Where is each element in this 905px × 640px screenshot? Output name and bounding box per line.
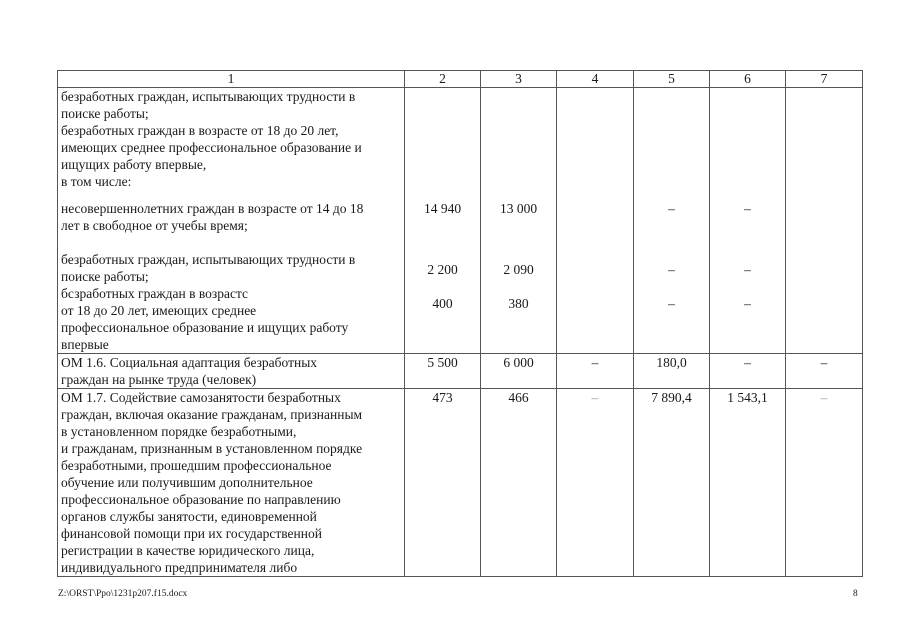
column-header: 7 bbox=[786, 71, 863, 88]
value-cell bbox=[557, 88, 634, 354]
column-header: 3 bbox=[481, 71, 557, 88]
cell-text-line: безработными, прошедшим профессиональное bbox=[61, 458, 332, 473]
value-cell bbox=[634, 88, 710, 354]
cell-value: 380 bbox=[508, 296, 529, 311]
value-cell: 5 500 bbox=[405, 354, 481, 389]
value-cell bbox=[786, 88, 863, 354]
column-header: 6 bbox=[710, 71, 786, 88]
table-row bbox=[58, 389, 863, 577]
cell-text-line: имеющих среднее профессиональное образование и bbox=[61, 140, 362, 155]
cell-value: 2 090 bbox=[503, 262, 534, 277]
value-cell: 473 bbox=[405, 389, 481, 577]
value-cell: 180,0 bbox=[634, 354, 710, 389]
value-cell: – bbox=[786, 354, 863, 389]
value-cell: 466 bbox=[481, 389, 557, 577]
cell-text-line: лет в свободное от учебы время; bbox=[61, 218, 248, 233]
cell-value: 2 200 bbox=[427, 262, 458, 277]
value-cell bbox=[710, 88, 786, 354]
cell-text-line: ищущих работу впервые, bbox=[61, 157, 207, 172]
cell-value: – bbox=[744, 201, 751, 216]
page-number: 8 bbox=[853, 589, 858, 599]
cell-text-line: в установленном порядке безработными, bbox=[61, 424, 297, 439]
value-cell: 6 000 bbox=[481, 354, 557, 389]
cell-text-line: профессиональное образование и ищущих работу bbox=[61, 320, 349, 335]
cell-value: – bbox=[744, 262, 751, 277]
header-row bbox=[58, 71, 863, 88]
table-row bbox=[58, 354, 863, 389]
cell-text-line: безработных граждан в возрасте от 18 до 20 лет, bbox=[61, 123, 339, 138]
cell-text-line: ОМ 1.6. Социальная адаптация безработных bbox=[61, 355, 318, 370]
cell-text-line: поиске работы; bbox=[61, 269, 149, 284]
value-cell: – bbox=[710, 354, 786, 389]
description-cell bbox=[58, 354, 405, 389]
cell-text-line: ОМ 1.7. Содействие самозанятости безработных bbox=[61, 390, 341, 405]
column-header: 1 bbox=[58, 71, 405, 88]
cell-text-line: граждан, включая оказание гражданам, признанным bbox=[61, 407, 363, 422]
value-cell: – bbox=[786, 389, 863, 577]
cell-text-line: поиске работы; bbox=[61, 106, 149, 121]
cell-value: – bbox=[744, 296, 751, 311]
cell-value: 14 940 bbox=[423, 201, 462, 216]
value-cell: – bbox=[557, 389, 634, 577]
cell-value: 13 000 bbox=[499, 201, 538, 216]
column-header: 4 bbox=[557, 71, 634, 88]
cell-text-line: регистрации в качестве юридического лица, bbox=[61, 543, 315, 558]
cell-text-line: органов службы занятости, единовременной bbox=[61, 509, 317, 524]
cell-text-line: несовершеннолетних граждан в возрасте от 14 до 18 bbox=[61, 201, 364, 216]
value-cell: – bbox=[557, 354, 634, 389]
description-cell bbox=[58, 88, 405, 354]
cell-value: 400 bbox=[432, 296, 453, 311]
file-path: Z:\ORST\Ppo\1231p207.f15.docx bbox=[58, 589, 188, 599]
value-cell: 1 543,1 bbox=[710, 389, 786, 577]
cell-text-line: и гражданам, признанным в установленном порядке bbox=[61, 441, 363, 456]
value-cell bbox=[481, 88, 557, 354]
cell-text-line: обучение или получившим дополнительное bbox=[61, 475, 313, 490]
column-header: 2 bbox=[405, 71, 481, 88]
cell-text-line: индивидуального предпринимателя либо bbox=[61, 560, 298, 575]
cell-text-line: в том числе: bbox=[61, 174, 132, 189]
cell-text-line: безработных граждан, испытывающих трудности в bbox=[61, 252, 356, 267]
cell-text-line: впервые bbox=[61, 337, 109, 352]
cell-text-line: от 18 до 20 лет, имеющих среднее bbox=[61, 303, 257, 318]
cell-text-line: финансовой помощи при их государственной bbox=[61, 526, 322, 541]
value-cell: 7 890,4 bbox=[634, 389, 710, 577]
column-header: 5 bbox=[634, 71, 710, 88]
data-table bbox=[57, 70, 863, 577]
cell-value: – bbox=[668, 201, 675, 216]
description-cell bbox=[58, 389, 405, 577]
cell-value: – bbox=[668, 296, 675, 311]
cell-text-line: бсзработных граждан в возрастс bbox=[61, 286, 249, 301]
cell-text-line: безработных граждан, испытывающих трудности в bbox=[61, 89, 356, 104]
cell-text-line: профессиональное образование по направлению bbox=[61, 492, 341, 507]
cell-text-line: граждан на рынке труда (человек) bbox=[61, 372, 257, 387]
cell-value: – bbox=[668, 262, 675, 277]
table-row bbox=[58, 88, 863, 354]
value-cell bbox=[405, 88, 481, 354]
